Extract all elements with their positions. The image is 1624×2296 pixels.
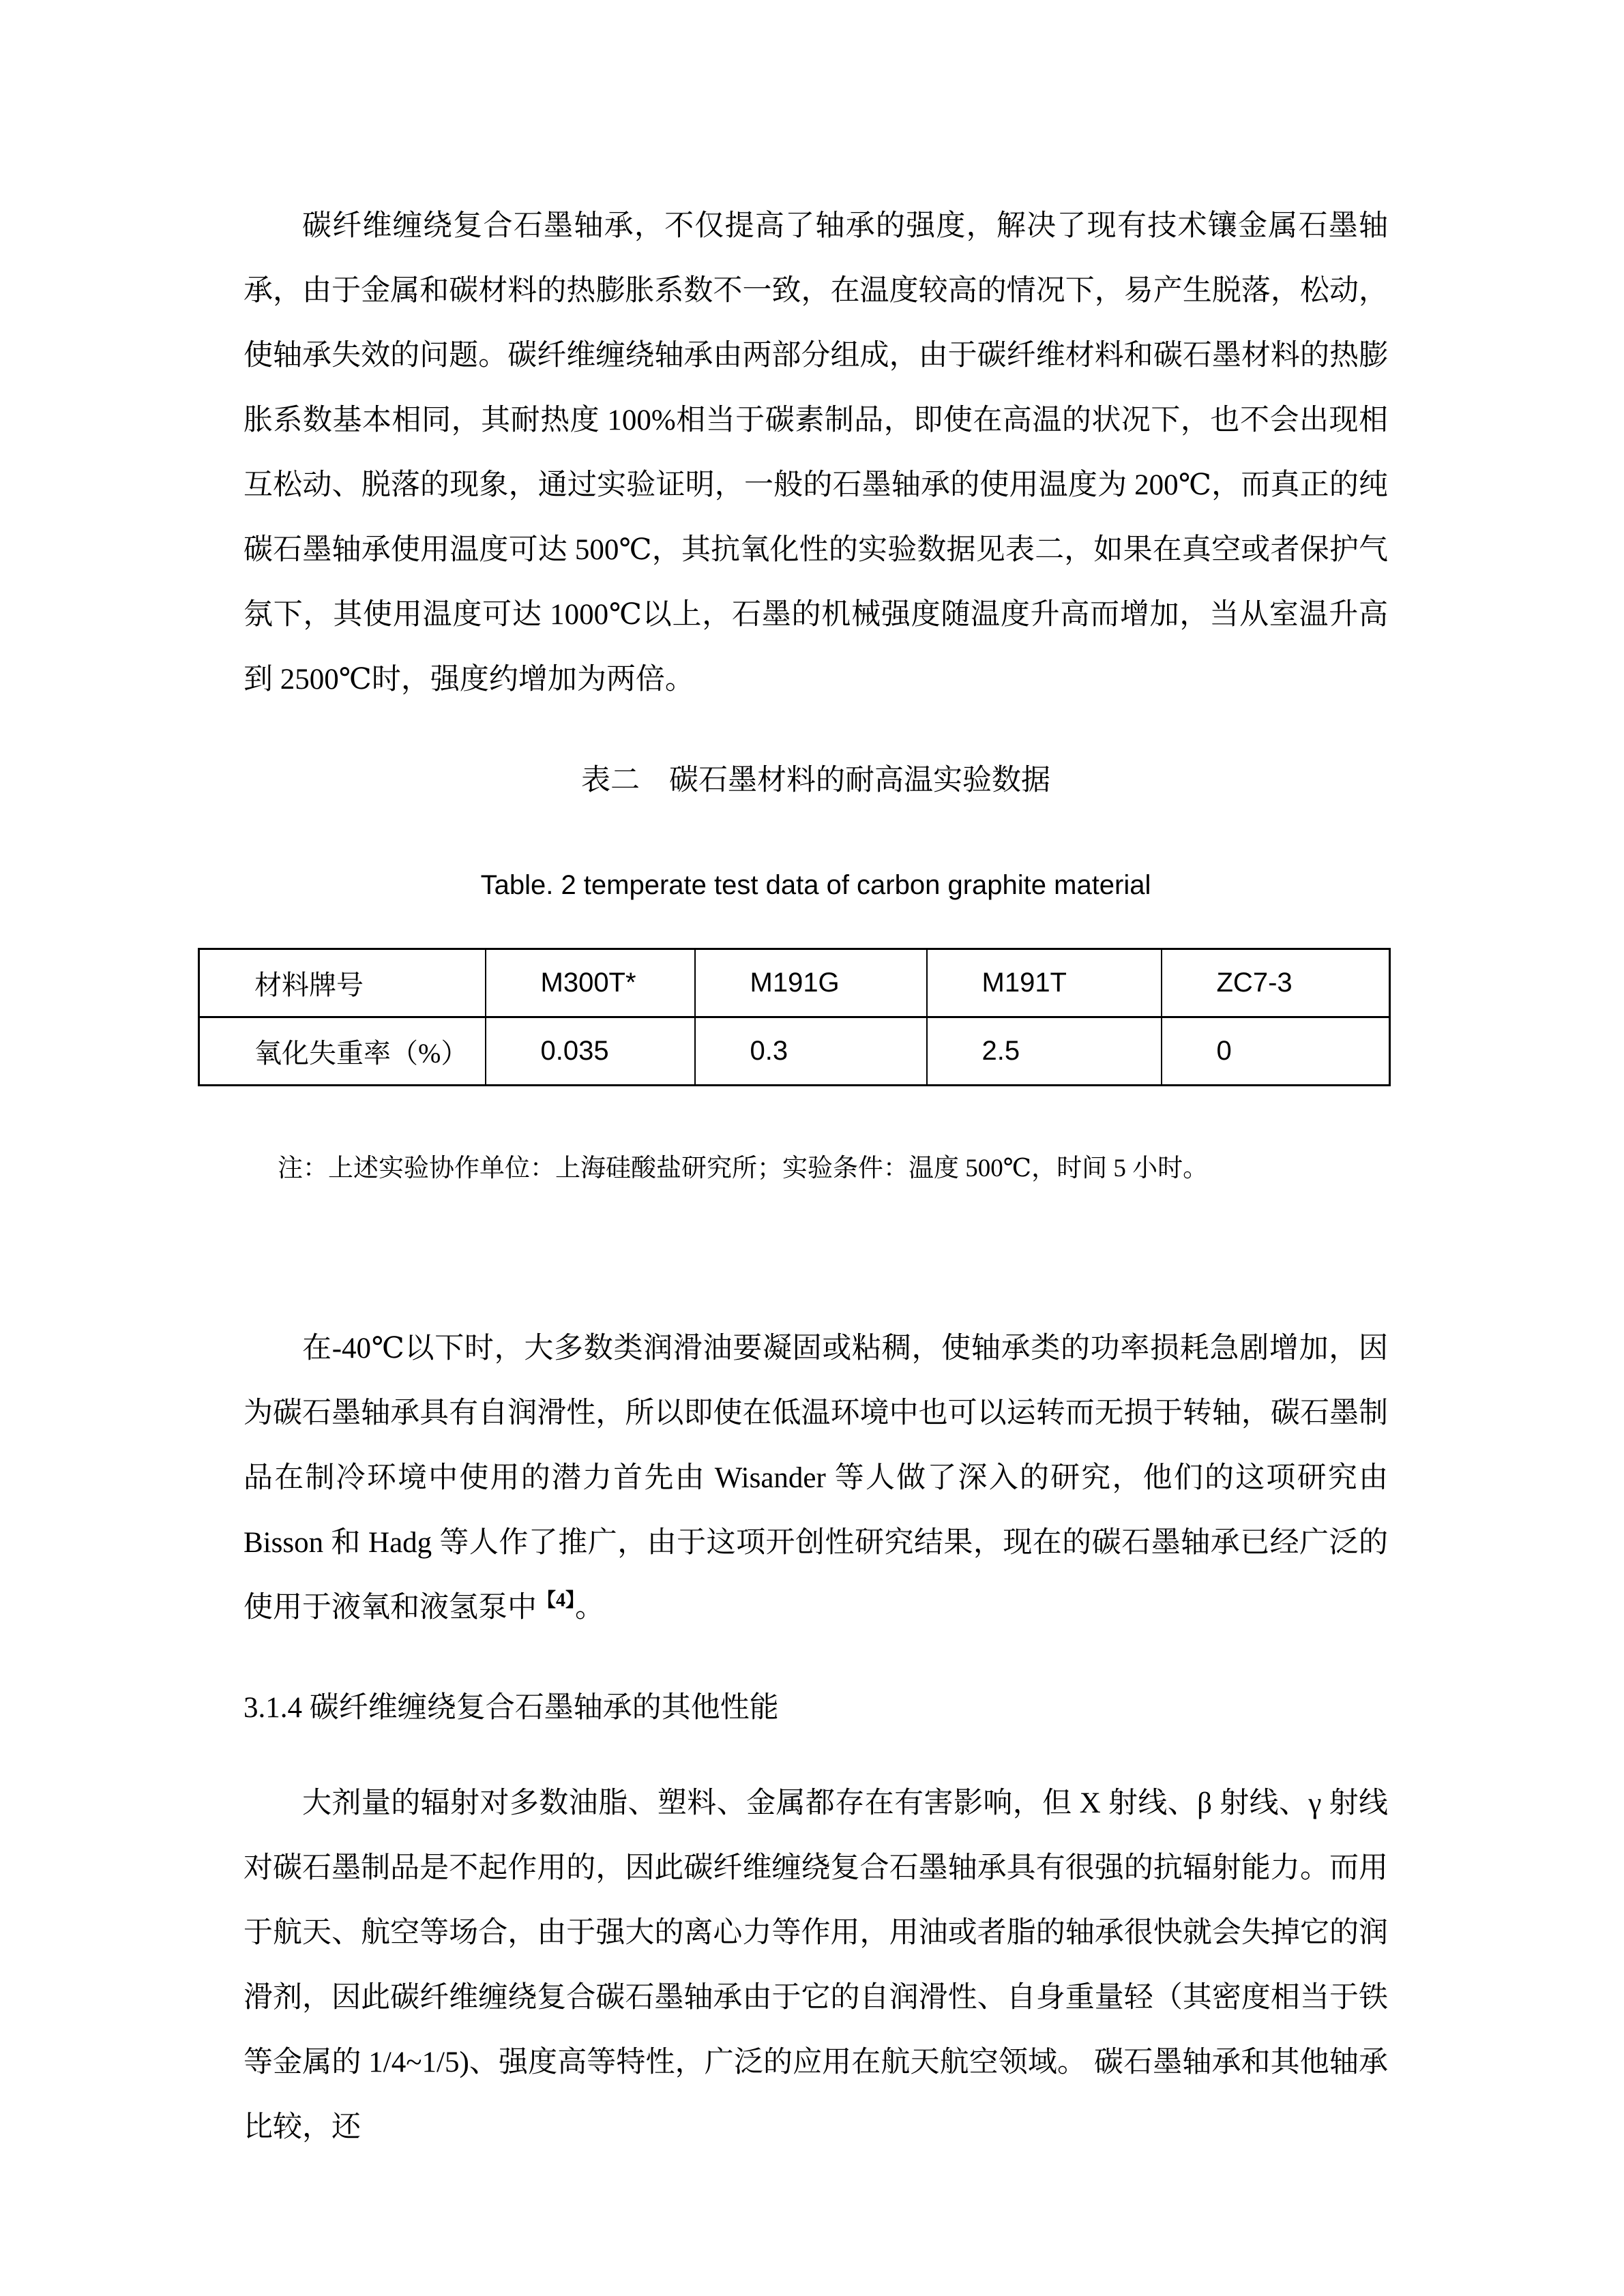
paragraph-high-temp-performance: 碳纤维缠绕复合石墨轴承，不仅提高了轴承的强度，解决了现有技术镶金属石墨轴承，由于金属和碳材料的热膨胀系数不一致，在温度较高的情况下，易产生脱落，松动，使轴承失效的问题。碳纤维缠绕轴承由两部分组成，由于碳纤维材料和碳石墨材料的热膨胀系数基本相同，其耐热度 100%相当于碳素制品，即使在高温的状况下，也不会出现相互松动、脱落的现象，通过实验证明，一般的石墨轴承的使用温度为 200℃，而真正的纯碳石墨轴承使用温度可达 500℃，其抗氧化性的实验数据见表二，如果在真空或者保护气氛下，其使用温度可达 1000℃以上，石墨的机械强度随温度升高而增加，当从室温升高到 2500℃时，强度约增加为两倍。 <box>243 210 1388 696</box>
table-header-row <box>199 949 1390 1017</box>
table-caption-cn: 表二 碳石墨材料的耐高温实验数据 <box>581 764 1050 796</box>
table-cell-material-label: 材料牌号 <box>199 949 486 1017</box>
paragraph-low-temp-text: 在-40℃以下时，大多数类润滑油要凝固或粘稠，使轴承类的功率损耗急剧增加，因为碳石墨轴承具有自润滑性，所以即使在低温环境中也可以运转而无损于转轴，碳石墨制品在制冷环境中使用的潜力首先由 Wisander 等人做了深入的研究，他们的这项研究由 Bisson 和 Hadg 等人作了推广，由于这项开创性研究结果，现在的碳石墨轴承已经广泛的使用于液氧和液氢泵中 <box>243 1332 1388 1624</box>
citation-ref-4: 【4】 <box>537 1590 576 1611</box>
table-cell-header-zc7-3: ZC7-3 <box>1162 949 1390 1017</box>
table-cell-header-m300t: M300T* <box>486 949 695 1017</box>
table-note: 注：上述实验协作单位：上海硅酸盐研究所；实验条件：温度 500℃，时间 5 小时。 <box>278 1154 1209 1182</box>
table-cell-header-m191g: M191G <box>695 949 927 1017</box>
section-heading-3-1-4: 3.1.4 碳纤维缠绕复合石墨轴承的其他性能 <box>243 1692 779 1724</box>
paragraph-radiation-performance: 大剂量的辐射对多数油脂、塑料、金属都存在有害影响，但 X 射线、β 射线、γ 射线对碳石墨制品是不起作用的，因此碳纤维缠绕复合石墨轴承具有很强的抗辐射能力。而用于航天、航空等场合，由于强大的离心力等作用，用油或者脂的轴承很快就会失掉它的润滑剂，因此碳纤维缠绕复合碳石墨轴承由于它的自润滑性、自身重量轻（其密度相当于铁等金属的 1/4~1/5)、强度高等特性，广泛的应用在航天航空领域。 碳石墨轴承和其他轴承比较，还 <box>243 1787 1388 2143</box>
table-data-row <box>199 1017 1390 1086</box>
oxidation-test-table-wrapper <box>198 948 1389 1086</box>
table-cell-value-m191t: 2.5 <box>927 1017 1162 1086</box>
table-cell-header-m191t: M191T <box>927 949 1162 1017</box>
table-cell-value-m191g: 0.3 <box>695 1017 927 1086</box>
table-cell-oxidation-label: 氧化失重率（%） <box>199 1017 486 1086</box>
paragraph-low-temp-performance <box>243 1316 1388 1640</box>
oxidation-test-table <box>198 948 1391 1086</box>
table-cell-value-zc7-3: 0 <box>1162 1017 1390 1086</box>
paragraph-low-temp-period: 。 <box>575 1592 605 1624</box>
table-caption-en: Table. 2 temperate test data of carbon graphite material <box>480 870 1151 900</box>
table-cell-value-m300t: 0.035 <box>486 1017 695 1086</box>
